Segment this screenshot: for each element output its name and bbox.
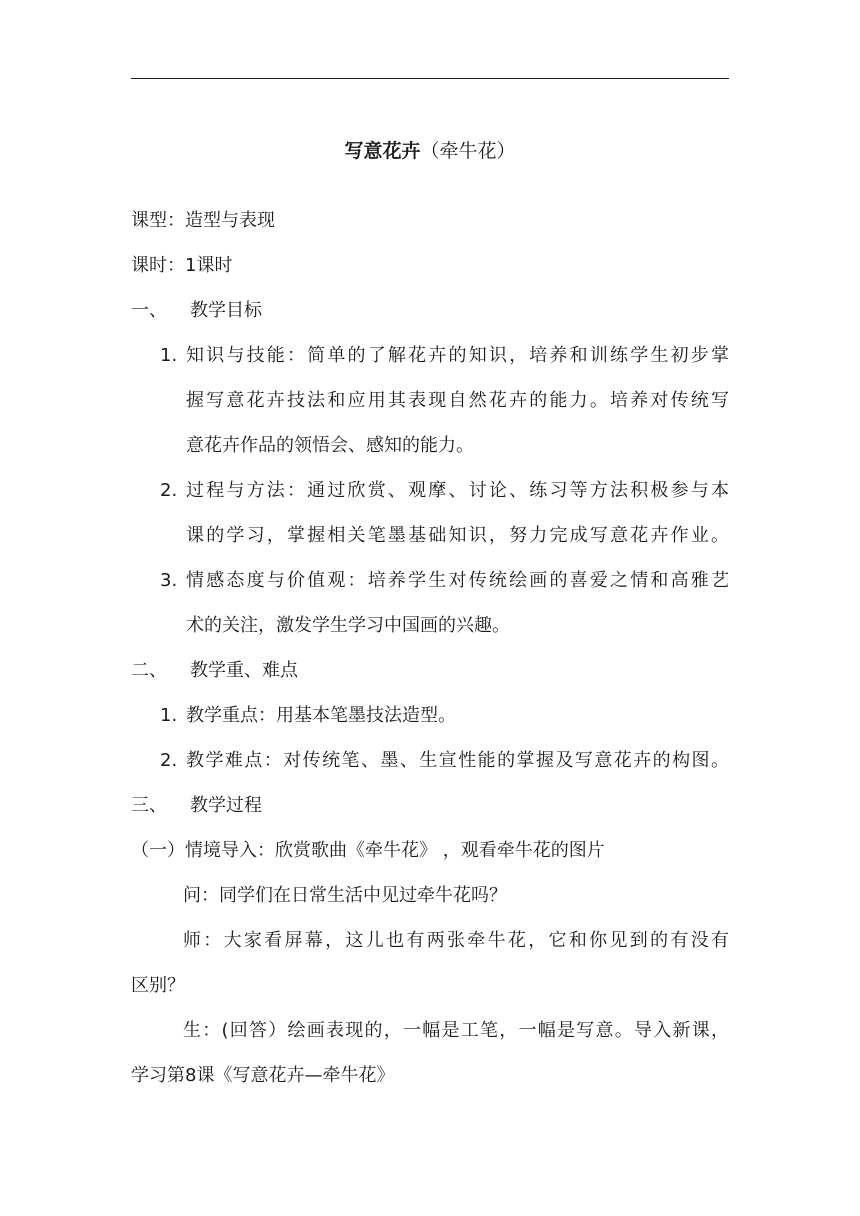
keypoint-1-number: 1. [160, 705, 178, 726]
lesson-type [131, 206, 275, 236]
teacher-line-2: 区别？ [131, 975, 185, 996]
objective-1-line-2: 握写意花卉技法和应用其表现自然花卉的能力。培养对传统写 [186, 390, 729, 411]
keypoint-2-number: 2. [160, 750, 178, 771]
section-1-heading: 教学目标 [190, 300, 262, 321]
objective-2-number: 2. [160, 480, 178, 501]
objective-1-line-3: 意花卉作品的领悟会、感知的能力。 [186, 435, 474, 456]
objective-1-line-1: 知识与技能：简单的了解花卉的知识，培养和训练学生初步掌 [186, 345, 729, 366]
objective-3-number: 3. [160, 570, 178, 591]
page-title [0, 136, 860, 166]
lesson-hours [131, 251, 232, 281]
header-rule [131, 78, 729, 79]
objective-2-line-1: 过程与方法：通过欣赏、观摩、讨论、练习等方法积极参与本 [186, 480, 729, 501]
objective-3-line-1: 情感态度与价值观：培养学生对传统绘画的喜爱之情和高雅艺 [186, 570, 729, 591]
student-line-2: 学习第8课《写意花卉—牵牛花》 [131, 1065, 395, 1086]
lesson-hours-value: 1课时 [185, 255, 233, 276]
section-2-heading: 教学重、难点 [190, 660, 298, 681]
objective-3-line-2: 术的关注，激发学生学习中国画的兴趣。 [186, 615, 510, 636]
student-line-1: 生：(回答）绘画表现的，一幅是工笔，一幅是写意。导入新课， [183, 1020, 729, 1041]
keypoint-1-text: 教学重点：用基本笔墨技法造型。 [186, 705, 456, 726]
section-2-number: 二、 [131, 660, 167, 681]
intro-heading: （一）情境导入：欣赏歌曲《牵牛花》 ，观看牵牛花的图片 [131, 840, 605, 861]
teacher-line-1: 师：大家看屏幕，这儿也有两张牵牛花，它和你见到的有没有 [183, 930, 729, 951]
objective-2-line-2: 课的学习，掌握相关笔墨基础知识，努力完成写意花卉作业。 [186, 525, 729, 546]
objective-1-number: 1. [160, 345, 178, 366]
section-3-heading: 教学过程 [190, 795, 262, 816]
lesson-type-value: 造型与表现 [185, 210, 275, 231]
lesson-type-label: 课型： [131, 210, 185, 231]
title-main: 写意花卉 [344, 140, 421, 162]
title-sub: （牵牛花） [420, 140, 516, 162]
keypoint-2-text: 教学难点：对传统笔、墨、生宣性能的掌握及写意花卉的构图。 [186, 750, 729, 771]
lesson-hours-label: 课时： [131, 255, 185, 276]
question-line: 问：同学们在日常生活中见过牵牛花吗？ [183, 885, 507, 906]
section-1-number: 一、 [131, 300, 167, 321]
section-3-number: 三、 [131, 795, 167, 816]
